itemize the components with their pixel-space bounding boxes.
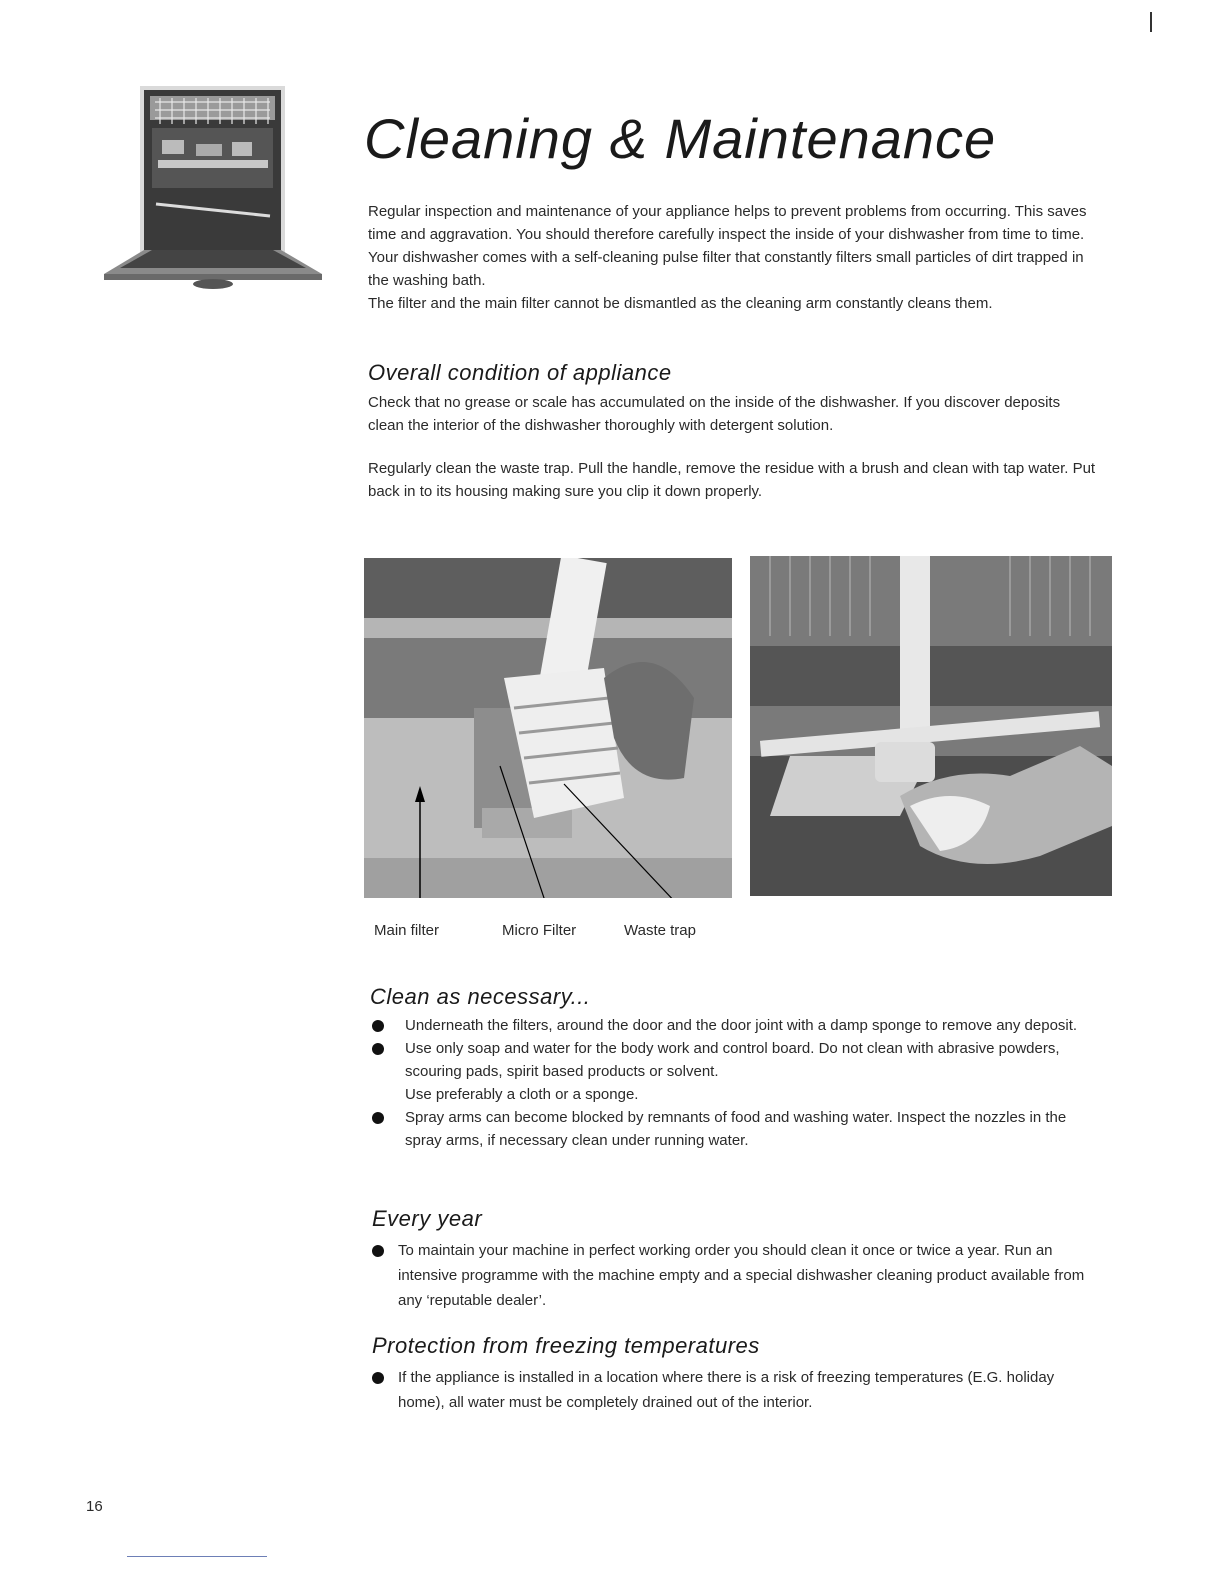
- intro-text: [368, 200, 1098, 315]
- dishwasher-image: [100, 84, 326, 290]
- intro-paragraph: Regular inspection and maintenance of your appliance helps to prevent problems from occurring. This saves time and aggravation. You should therefore carefully inspect the inside of your dishwasher from time to time.: [368, 203, 1087, 243]
- list-item-extra: Use preferably a cloth or a sponge.: [405, 1086, 639, 1103]
- filter-photo: [364, 558, 732, 898]
- list-item-text: To maintain your machine in perfect working order you should clean it once or twice a year. Run an intensive programme with the machine empty and a special dishwasher cleaning product available from any ‘reputable dealer’.: [398, 1242, 1085, 1309]
- list-item: [370, 1014, 1100, 1037]
- section-heading-overall: Overall condition of appliance: [368, 360, 672, 385]
- corner-mark: [1150, 12, 1152, 32]
- caption-micro-filter: Micro Filter: [502, 922, 577, 939]
- bullet-icon: [372, 1372, 384, 1384]
- list-item-text: Underneath the filters, around the door and the door joint with a damp sponge to remove any deposit.: [405, 1017, 1078, 1034]
- list-item: [370, 1037, 1100, 1106]
- section-heading-year: Every year: [372, 1206, 483, 1231]
- section-heading-clean: Clean as necessary...: [370, 984, 591, 1009]
- caption-main-filter: Main filter: [374, 922, 440, 939]
- bullet-icon: [372, 1020, 384, 1032]
- overall-paragraph: Check that no grease or scale has accumulated on the inside of the dishwasher. If you discover deposits clean the interior of the dishwasher thoroughly with detergent solution.: [368, 394, 1061, 434]
- page-title: Cleaning & Maintenance: [364, 107, 997, 170]
- list-item-text: Spray arms can become blocked by remnants of food and washing water. Inspect the nozzles in the spray arms, if necessary clean under running water.: [405, 1109, 1067, 1149]
- list-item-text: Use only soap and water for the body work and control board. Do not clean with abrasive powders, scouring pads, spirit based products or solvent.: [405, 1040, 1060, 1080]
- intro-paragraph: The filter and the main filter cannot be dismantled as the cleaning arm constantly cleans them.: [368, 295, 993, 312]
- overall-paragraph: Regularly clean the waste trap. Pull the handle, remove the residue with a brush and clean with tap water. Put back in to its housing making sure you clip it down properly.: [368, 460, 1096, 500]
- list-item-text: If the appliance is installed in a location where there is a risk of freezing temperatures (E.G. holiday home), all water must be completely drained out of the interior.: [398, 1369, 1055, 1411]
- list-item: [370, 1106, 1100, 1152]
- bullet-icon: [372, 1245, 384, 1257]
- section-heading-freeze: Protection from freezing temperatures: [372, 1333, 760, 1358]
- caption-waste-trap: Waste trap: [624, 922, 696, 939]
- cleaning-photo: [750, 556, 1112, 896]
- bottom-rule: [127, 1556, 267, 1557]
- page-number: 16: [86, 1498, 103, 1515]
- list-item: [370, 1238, 1100, 1313]
- intro-paragraph: Your dishwasher comes with a self-cleaning pulse filter that constantly filters small particles of dirt trapped in the washing bath.: [368, 249, 1084, 289]
- freeze-list: [370, 1365, 1100, 1415]
- list-item: [370, 1365, 1100, 1415]
- year-list: [370, 1238, 1100, 1313]
- clean-list: [370, 1014, 1100, 1152]
- bullet-icon: [372, 1043, 384, 1055]
- bullet-icon: [372, 1112, 384, 1124]
